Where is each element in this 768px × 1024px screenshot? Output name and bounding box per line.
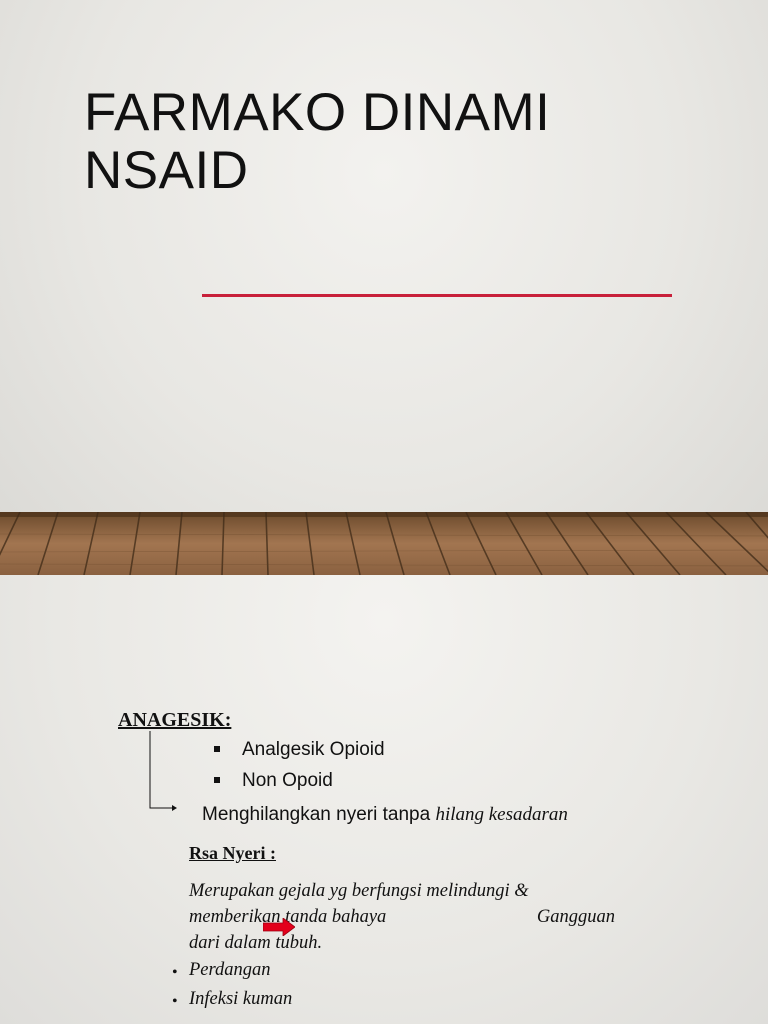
analgesic-definition: [202, 804, 568, 826]
list-item: [172, 958, 292, 987]
pain-subheading: Rsa Nyeri :: [189, 843, 276, 863]
square-bullet-icon: [214, 746, 220, 752]
list-item: [214, 769, 385, 800]
paragraph-line-right: Gangguan: [536, 907, 615, 927]
paragraph-line-left: memberikan tanda bahaya: [189, 907, 387, 927]
wooden-floor-image: [0, 512, 768, 575]
pain-description: [189, 878, 619, 956]
paragraph-line: [189, 904, 619, 930]
title-line-2: NSAID: [84, 141, 249, 200]
bracket-arrow-connector: [146, 731, 186, 811]
analgesic-type-list: [214, 738, 385, 800]
bullet-dot-icon: •: [172, 993, 178, 1010]
list-item: [214, 738, 385, 769]
list-item: [172, 987, 292, 1016]
definition-emphasis: hilang kesadaran: [435, 804, 568, 825]
list-item-label: Non Opoid: [242, 770, 333, 791]
title-line-1: FARMAKO DINAMI: [84, 83, 551, 142]
content-slide: [0, 575, 768, 1024]
slide-title: [84, 84, 724, 200]
definition-text: Menghilangkan nyeri tanpa: [202, 804, 436, 825]
cause-list: [172, 958, 292, 1016]
paragraph-line: Merupakan gejala yg berfungsi melindungi &: [189, 881, 529, 901]
bullet-dot-icon: •: [172, 964, 178, 981]
title-accent-rule: [202, 294, 672, 297]
list-item-label: Perdangan: [189, 960, 271, 980]
square-bullet-icon: [214, 777, 220, 783]
right-arrow-icon: [263, 918, 295, 936]
paragraph-line: dari dalam tubuh.: [189, 933, 323, 953]
analgesic-heading: ANAGESIK:: [118, 709, 232, 731]
list-item-label: Analgesik Opioid: [242, 739, 385, 760]
list-item-label: Infeksi kuman: [189, 989, 293, 1009]
